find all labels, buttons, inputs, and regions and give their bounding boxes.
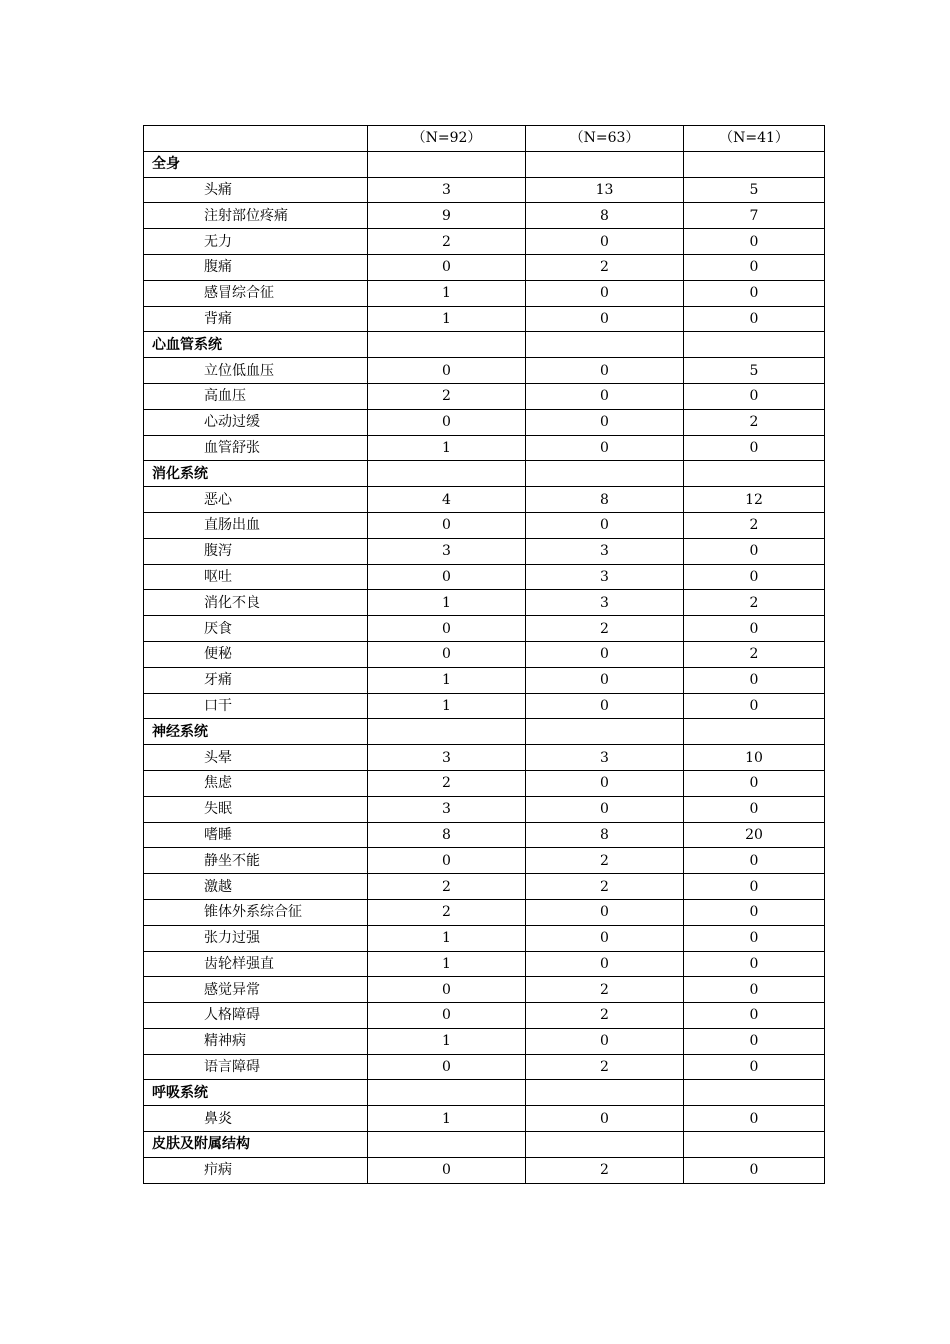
table-row bbox=[144, 641, 825, 667]
table-row bbox=[144, 874, 825, 900]
count-cell-group-3: 2 bbox=[684, 641, 825, 667]
table-row bbox=[144, 203, 825, 229]
count-cell-group-3: 0 bbox=[684, 848, 825, 874]
count-cell-group-1: 0 bbox=[368, 1054, 526, 1080]
count-cell-group-2: 3 bbox=[526, 538, 684, 564]
header-row bbox=[144, 126, 825, 152]
category-empty-cell bbox=[368, 719, 526, 745]
count-cell-group-2: 0 bbox=[526, 693, 684, 719]
table-row bbox=[144, 745, 825, 771]
count-cell-group-1: 1 bbox=[368, 590, 526, 616]
count-cell-group-3: 2 bbox=[684, 409, 825, 435]
count-cell-group-1: 3 bbox=[368, 796, 526, 822]
count-cell-group-3: 0 bbox=[684, 951, 825, 977]
table-row bbox=[144, 177, 825, 203]
count-cell-group-1: 3 bbox=[368, 745, 526, 771]
count-cell-group-2: 0 bbox=[526, 383, 684, 409]
count-cell-group-2: 2 bbox=[526, 1003, 684, 1029]
count-cell-group-3: 5 bbox=[684, 177, 825, 203]
count-cell-group-3: 20 bbox=[684, 822, 825, 848]
count-cell-group-2: 0 bbox=[526, 1106, 684, 1132]
event-name-cell: 呕吐 bbox=[144, 564, 368, 590]
count-cell-group-1: 1 bbox=[368, 925, 526, 951]
table-row bbox=[144, 770, 825, 796]
table-row bbox=[144, 383, 825, 409]
count-cell-group-3: 0 bbox=[684, 538, 825, 564]
count-cell-group-3: 12 bbox=[684, 487, 825, 513]
count-cell-group-3: 0 bbox=[684, 1157, 825, 1183]
event-name-cell: 血管舒张 bbox=[144, 435, 368, 461]
count-cell-group-1: 2 bbox=[368, 874, 526, 900]
category-label: 全身 bbox=[144, 151, 368, 177]
count-cell-group-3: 0 bbox=[684, 667, 825, 693]
count-cell-group-2: 13 bbox=[526, 177, 684, 203]
category-empty-cell bbox=[368, 461, 526, 487]
count-cell-group-1: 0 bbox=[368, 977, 526, 1003]
count-cell-group-1: 1 bbox=[368, 435, 526, 461]
count-cell-group-3: 0 bbox=[684, 383, 825, 409]
table-body bbox=[144, 126, 825, 1184]
table-row bbox=[144, 564, 825, 590]
category-empty-cell bbox=[368, 151, 526, 177]
event-name-cell: 嗜睡 bbox=[144, 822, 368, 848]
category-empty-cell bbox=[684, 461, 825, 487]
count-cell-group-3: 0 bbox=[684, 899, 825, 925]
category-row bbox=[144, 332, 825, 358]
count-cell-group-3: 10 bbox=[684, 745, 825, 771]
table-row bbox=[144, 1106, 825, 1132]
event-name-cell: 背痛 bbox=[144, 306, 368, 332]
count-cell-group-1: 2 bbox=[368, 383, 526, 409]
count-cell-group-3: 0 bbox=[684, 796, 825, 822]
count-cell-group-1: 1 bbox=[368, 306, 526, 332]
event-name-cell: 精神病 bbox=[144, 1028, 368, 1054]
count-cell-group-2: 2 bbox=[526, 874, 684, 900]
category-label: 神经系统 bbox=[144, 719, 368, 745]
count-cell-group-3: 0 bbox=[684, 564, 825, 590]
category-empty-cell bbox=[368, 332, 526, 358]
event-name-cell: 立位低血压 bbox=[144, 358, 368, 384]
count-cell-group-2: 2 bbox=[526, 1054, 684, 1080]
event-name-cell: 锥体外系综合征 bbox=[144, 899, 368, 925]
table-row bbox=[144, 254, 825, 280]
count-cell-group-3: 0 bbox=[684, 1054, 825, 1080]
count-cell-group-1: 1 bbox=[368, 1028, 526, 1054]
count-cell-group-1: 1 bbox=[368, 951, 526, 977]
count-cell-group-1: 2 bbox=[368, 899, 526, 925]
table-row bbox=[144, 1028, 825, 1054]
category-empty-cell bbox=[526, 461, 684, 487]
event-name-cell: 齿轮样强直 bbox=[144, 951, 368, 977]
table-row bbox=[144, 848, 825, 874]
table-row bbox=[144, 951, 825, 977]
table-row bbox=[144, 487, 825, 513]
count-cell-group-2: 2 bbox=[526, 254, 684, 280]
count-cell-group-3: 0 bbox=[684, 254, 825, 280]
table-row bbox=[144, 280, 825, 306]
category-row bbox=[144, 1132, 825, 1158]
category-empty-cell bbox=[684, 1080, 825, 1106]
event-name-cell: 焦虑 bbox=[144, 770, 368, 796]
category-label: 呼吸系统 bbox=[144, 1080, 368, 1106]
event-name-cell: 无力 bbox=[144, 229, 368, 255]
count-cell-group-2: 2 bbox=[526, 616, 684, 642]
header-cell-empty bbox=[144, 126, 368, 152]
count-cell-group-2: 0 bbox=[526, 409, 684, 435]
count-cell-group-1: 0 bbox=[368, 848, 526, 874]
event-name-cell: 消化不良 bbox=[144, 590, 368, 616]
count-cell-group-1: 0 bbox=[368, 616, 526, 642]
count-cell-group-3: 0 bbox=[684, 770, 825, 796]
count-cell-group-1: 0 bbox=[368, 358, 526, 384]
event-name-cell: 口干 bbox=[144, 693, 368, 719]
table-row bbox=[144, 409, 825, 435]
table-row bbox=[144, 616, 825, 642]
count-cell-group-2: 0 bbox=[526, 280, 684, 306]
count-cell-group-1: 0 bbox=[368, 564, 526, 590]
count-cell-group-2: 0 bbox=[526, 306, 684, 332]
count-cell-group-3: 5 bbox=[684, 358, 825, 384]
table-row bbox=[144, 1157, 825, 1183]
count-cell-group-2: 3 bbox=[526, 590, 684, 616]
event-name-cell: 直肠出血 bbox=[144, 512, 368, 538]
count-cell-group-1: 1 bbox=[368, 667, 526, 693]
category-label: 心血管系统 bbox=[144, 332, 368, 358]
category-empty-cell bbox=[684, 719, 825, 745]
table-row bbox=[144, 306, 825, 332]
count-cell-group-3: 2 bbox=[684, 590, 825, 616]
count-cell-group-3: 0 bbox=[684, 693, 825, 719]
table-row bbox=[144, 822, 825, 848]
count-cell-group-3: 2 bbox=[684, 512, 825, 538]
count-cell-group-3: 0 bbox=[684, 306, 825, 332]
count-cell-group-1: 0 bbox=[368, 254, 526, 280]
event-name-cell: 感觉异常 bbox=[144, 977, 368, 1003]
category-empty-cell bbox=[684, 1132, 825, 1158]
table-row bbox=[144, 1003, 825, 1029]
event-name-cell: 疖病 bbox=[144, 1157, 368, 1183]
count-cell-group-2: 0 bbox=[526, 951, 684, 977]
count-cell-group-2: 0 bbox=[526, 512, 684, 538]
table-row bbox=[144, 977, 825, 1003]
category-label: 消化系统 bbox=[144, 461, 368, 487]
count-cell-group-2: 0 bbox=[526, 925, 684, 951]
category-row bbox=[144, 719, 825, 745]
event-name-cell: 头晕 bbox=[144, 745, 368, 771]
event-name-cell: 感冒综合征 bbox=[144, 280, 368, 306]
category-empty-cell bbox=[526, 1080, 684, 1106]
table-row bbox=[144, 899, 825, 925]
table-row bbox=[144, 229, 825, 255]
count-cell-group-2: 0 bbox=[526, 229, 684, 255]
count-cell-group-3: 7 bbox=[684, 203, 825, 229]
table-row bbox=[144, 1054, 825, 1080]
count-cell-group-1: 2 bbox=[368, 770, 526, 796]
count-cell-group-1: 9 bbox=[368, 203, 526, 229]
count-cell-group-2: 8 bbox=[526, 487, 684, 513]
event-name-cell: 头痛 bbox=[144, 177, 368, 203]
event-name-cell: 恶心 bbox=[144, 487, 368, 513]
event-name-cell: 高血压 bbox=[144, 383, 368, 409]
category-empty-cell bbox=[684, 332, 825, 358]
table-row bbox=[144, 538, 825, 564]
count-cell-group-3: 0 bbox=[684, 925, 825, 951]
event-name-cell: 心动过缓 bbox=[144, 409, 368, 435]
count-cell-group-2: 0 bbox=[526, 796, 684, 822]
table-row bbox=[144, 512, 825, 538]
event-name-cell: 张力过强 bbox=[144, 925, 368, 951]
count-cell-group-1: 4 bbox=[368, 487, 526, 513]
category-label: 皮肤及附属结构 bbox=[144, 1132, 368, 1158]
category-empty-cell bbox=[526, 332, 684, 358]
count-cell-group-1: 0 bbox=[368, 1157, 526, 1183]
table-row bbox=[144, 693, 825, 719]
count-cell-group-3: 0 bbox=[684, 616, 825, 642]
count-cell-group-1: 1 bbox=[368, 693, 526, 719]
table-row bbox=[144, 590, 825, 616]
category-row bbox=[144, 1080, 825, 1106]
table-row bbox=[144, 435, 825, 461]
count-cell-group-3: 0 bbox=[684, 1106, 825, 1132]
event-name-cell: 激越 bbox=[144, 874, 368, 900]
count-cell-group-3: 0 bbox=[684, 874, 825, 900]
count-cell-group-2: 0 bbox=[526, 641, 684, 667]
category-empty-cell bbox=[368, 1132, 526, 1158]
event-name-cell: 注射部位疼痛 bbox=[144, 203, 368, 229]
count-cell-group-1: 8 bbox=[368, 822, 526, 848]
event-name-cell: 牙痛 bbox=[144, 667, 368, 693]
count-cell-group-3: 0 bbox=[684, 1003, 825, 1029]
event-name-cell: 人格障碍 bbox=[144, 1003, 368, 1029]
count-cell-group-1: 1 bbox=[368, 280, 526, 306]
count-cell-group-2: 0 bbox=[526, 1028, 684, 1054]
category-row bbox=[144, 461, 825, 487]
event-name-cell: 腹泻 bbox=[144, 538, 368, 564]
count-cell-group-2: 2 bbox=[526, 1157, 684, 1183]
header-cell-group-1: （N=92） bbox=[368, 126, 526, 152]
event-name-cell: 鼻炎 bbox=[144, 1106, 368, 1132]
event-name-cell: 厌食 bbox=[144, 616, 368, 642]
event-name-cell: 失眠 bbox=[144, 796, 368, 822]
table-row bbox=[144, 667, 825, 693]
count-cell-group-3: 0 bbox=[684, 280, 825, 306]
category-empty-cell bbox=[368, 1080, 526, 1106]
count-cell-group-2: 8 bbox=[526, 822, 684, 848]
count-cell-group-1: 0 bbox=[368, 641, 526, 667]
count-cell-group-2: 0 bbox=[526, 899, 684, 925]
table-row bbox=[144, 925, 825, 951]
header-cell-group-3: （N=41） bbox=[684, 126, 825, 152]
count-cell-group-2: 0 bbox=[526, 667, 684, 693]
event-name-cell: 语言障碍 bbox=[144, 1054, 368, 1080]
count-cell-group-3: 0 bbox=[684, 1028, 825, 1054]
count-cell-group-1: 3 bbox=[368, 177, 526, 203]
event-name-cell: 便秘 bbox=[144, 641, 368, 667]
count-cell-group-2: 0 bbox=[526, 435, 684, 461]
count-cell-group-2: 0 bbox=[526, 770, 684, 796]
count-cell-group-1: 1 bbox=[368, 1106, 526, 1132]
count-cell-group-1: 0 bbox=[368, 409, 526, 435]
count-cell-group-2: 8 bbox=[526, 203, 684, 229]
count-cell-group-2: 2 bbox=[526, 977, 684, 1003]
header-cell-group-2: （N=63） bbox=[526, 126, 684, 152]
category-empty-cell bbox=[526, 719, 684, 745]
event-name-cell: 腹痛 bbox=[144, 254, 368, 280]
category-empty-cell bbox=[526, 151, 684, 177]
category-row bbox=[144, 151, 825, 177]
category-empty-cell bbox=[684, 151, 825, 177]
count-cell-group-1: 3 bbox=[368, 538, 526, 564]
count-cell-group-1: 2 bbox=[368, 229, 526, 255]
count-cell-group-2: 3 bbox=[526, 564, 684, 590]
count-cell-group-1: 0 bbox=[368, 512, 526, 538]
count-cell-group-2: 3 bbox=[526, 745, 684, 771]
table-row bbox=[144, 358, 825, 384]
table-row bbox=[144, 796, 825, 822]
count-cell-group-3: 0 bbox=[684, 977, 825, 1003]
count-cell-group-3: 0 bbox=[684, 229, 825, 255]
count-cell-group-3: 0 bbox=[684, 435, 825, 461]
adverse-events-table bbox=[143, 125, 825, 1184]
count-cell-group-2: 2 bbox=[526, 848, 684, 874]
category-empty-cell bbox=[526, 1132, 684, 1158]
count-cell-group-2: 0 bbox=[526, 358, 684, 384]
count-cell-group-1: 0 bbox=[368, 1003, 526, 1029]
event-name-cell: 静坐不能 bbox=[144, 848, 368, 874]
